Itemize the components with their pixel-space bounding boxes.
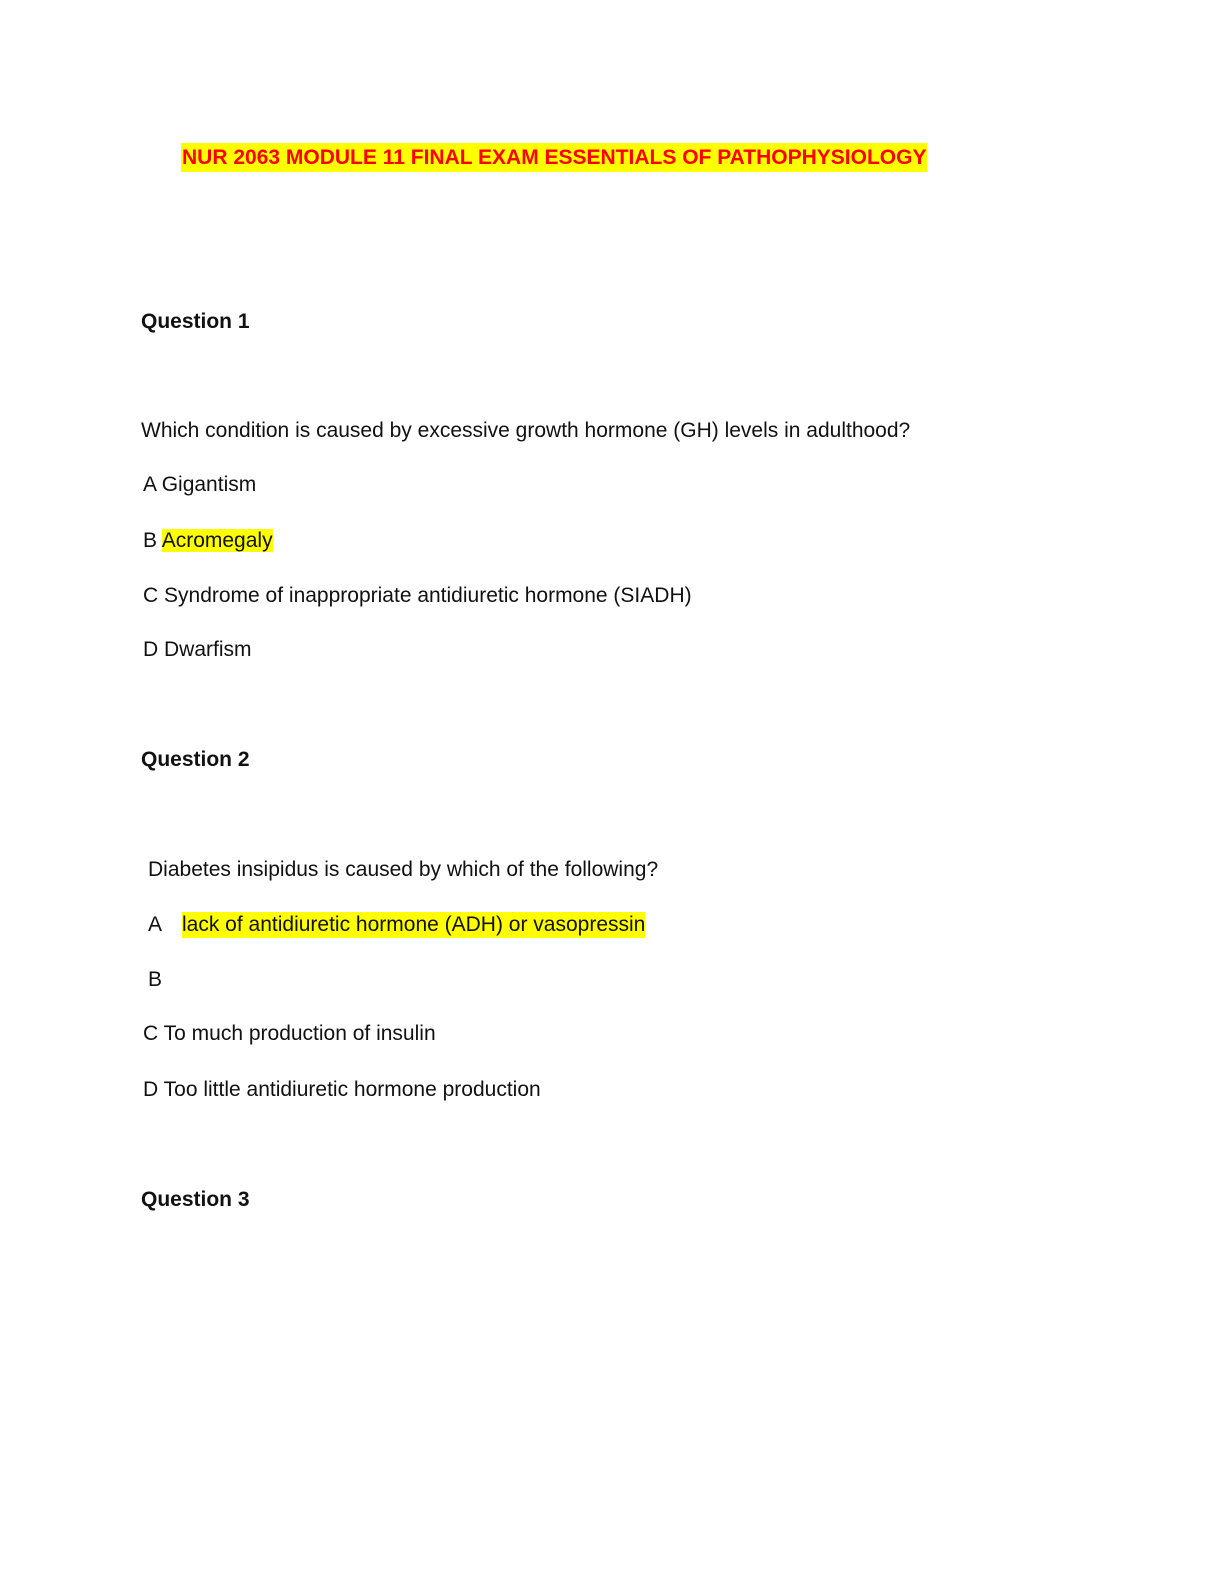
question-2-prompt: Diabetes insipidus is caused by which of the following? <box>148 858 659 881</box>
option-letter: D <box>143 638 159 661</box>
question-1-option-d <box>143 637 252 663</box>
question-2-option-b <box>148 967 162 993</box>
option-letter: D <box>143 1078 159 1101</box>
question-1-option-c <box>143 583 692 609</box>
option-text: Syndrome of inappropriate antidiuretic hormone (SIADH) <box>164 584 692 607</box>
option-letter: B <box>143 529 158 552</box>
question-1-option-b <box>143 528 273 554</box>
question-2-option-c <box>143 1021 436 1047</box>
option-text: Gigantism <box>161 473 257 496</box>
question-2-option-d <box>143 1077 541 1103</box>
option-letter: B <box>148 968 163 991</box>
question-2-heading: Question 2 <box>141 748 250 771</box>
option-letter: A <box>148 913 163 936</box>
option-text: Dwarfism <box>164 638 252 661</box>
document-title: NUR 2063 MODULE 11 FINAL EXAM ESSENTIALS OF PATHOPHYSIOLOGY <box>181 143 927 172</box>
option-letter: C <box>143 1022 159 1045</box>
question-3-heading: Question 3 <box>141 1188 250 1211</box>
question-2-option-a-text-highlighted: lack of antidiuretic hormone (ADH) or vasopressin <box>182 913 646 936</box>
question-1-heading: Question 1 <box>141 310 250 333</box>
option-letter: A <box>143 473 156 496</box>
question-2-option-a <box>148 912 162 938</box>
option-text-highlighted: Acromegaly <box>161 529 273 552</box>
option-text: Too little antidiuretic hormone production <box>163 1078 541 1101</box>
option-text: To much production of insulin <box>163 1022 436 1045</box>
question-1-prompt: Which condition is caused by excessive growth hormone (GH) levels in adulthood? <box>141 419 911 442</box>
option-letter: C <box>143 584 159 607</box>
question-1-option-a <box>143 472 256 498</box>
